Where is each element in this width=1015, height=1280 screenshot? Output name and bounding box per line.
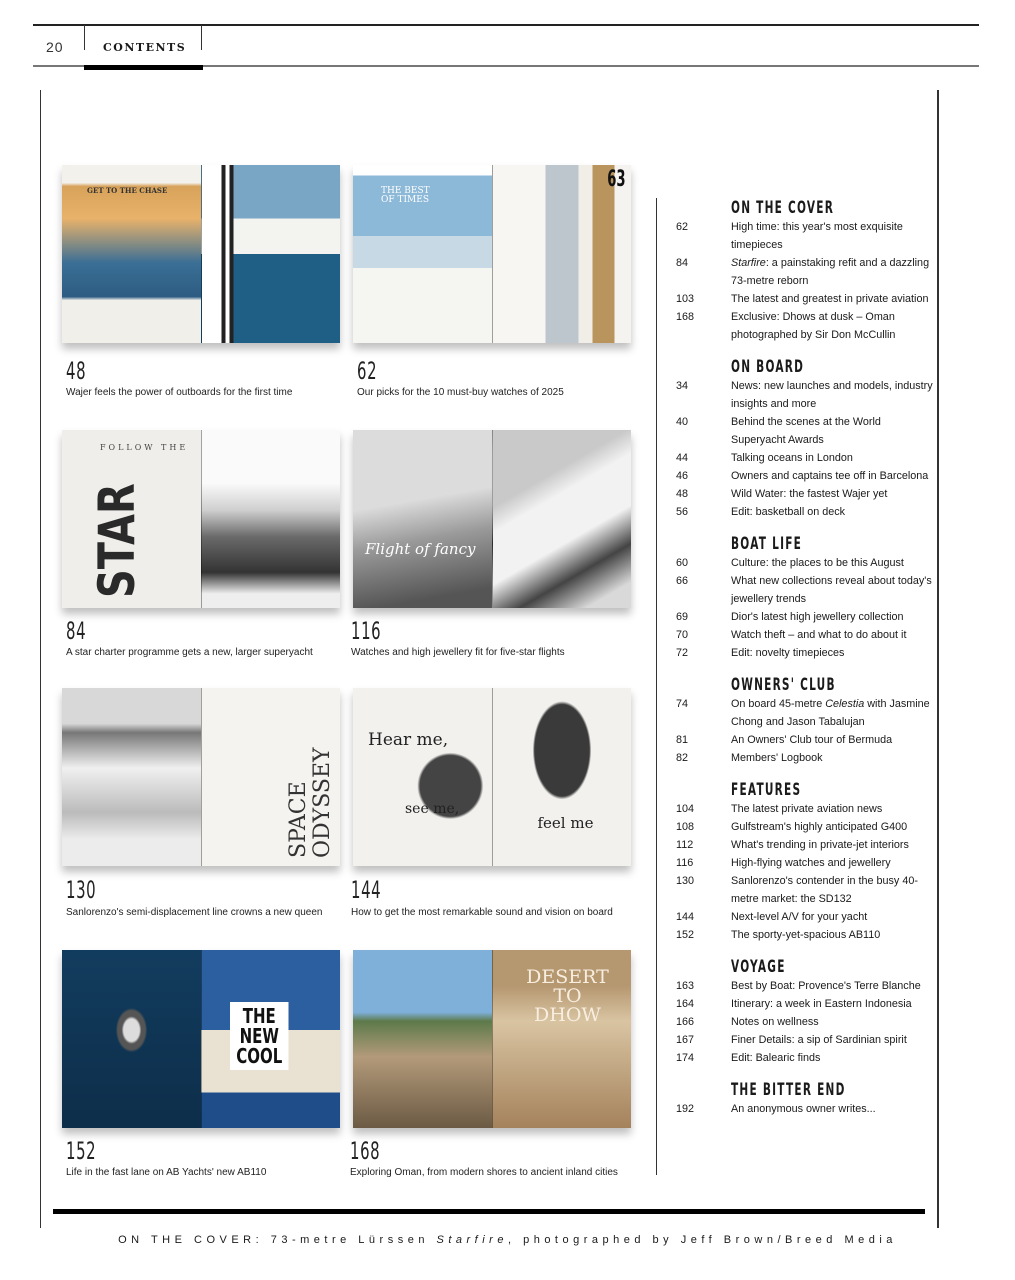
spread-page-number: 116 bbox=[351, 617, 382, 645]
toc-title-text: Edit: basketball on deck bbox=[731, 506, 846, 518]
toc-section-heading: THE BITTER END bbox=[731, 1080, 846, 1100]
spread-page-number: 152 bbox=[66, 1137, 97, 1165]
toc-page-number: 81 bbox=[676, 734, 689, 746]
toc-title-text: Culture: the places to be this August bbox=[731, 557, 904, 569]
toc-page-number: 60 bbox=[676, 557, 689, 569]
toc-entry-title bbox=[731, 1031, 936, 1049]
toc-section bbox=[676, 957, 936, 1067]
toc-yacht-name: Celestia bbox=[825, 698, 865, 710]
frame-right bbox=[937, 90, 939, 1228]
footer-rule bbox=[53, 1209, 925, 1214]
toc-page-number: 82 bbox=[676, 752, 689, 764]
toc-page-number: 84 bbox=[676, 257, 689, 269]
toc-entry[interactable] bbox=[676, 644, 936, 662]
toc-entry-title bbox=[731, 467, 936, 485]
spread-headline: STAR bbox=[88, 483, 146, 598]
spread-caption: Sanlorenzo's semi-displacement line crowns a new queen bbox=[66, 907, 323, 918]
toc-title-text: What new collections reveal about today's jewellery trends bbox=[731, 575, 932, 605]
toc-page-number: 152 bbox=[676, 929, 695, 941]
toc-entry[interactable] bbox=[676, 731, 936, 749]
toc-entry[interactable] bbox=[676, 485, 936, 503]
toc-entry[interactable] bbox=[676, 290, 936, 308]
toc-page-number: 103 bbox=[676, 293, 695, 305]
toc-page-number: 164 bbox=[676, 998, 695, 1010]
toc-entry[interactable] bbox=[676, 254, 936, 290]
toc-title-text: What's trending in private-jet interiors bbox=[731, 839, 909, 851]
toc-entry[interactable] bbox=[676, 503, 936, 521]
toc-page-number: 168 bbox=[676, 311, 695, 323]
toc-page-number: 112 bbox=[676, 839, 694, 851]
spread-caption: Watches and high jewellery fit for five-star flights bbox=[351, 647, 565, 658]
toc-entry[interactable] bbox=[676, 413, 936, 449]
toc-page-number: 40 bbox=[676, 416, 689, 428]
toc-title-text: Edit: novelty timepieces bbox=[731, 647, 845, 659]
toc-title-text: An anonymous owner writes... bbox=[731, 1103, 876, 1115]
toc-title-text: Notes on wellness bbox=[731, 1016, 819, 1028]
toc-entry-title bbox=[731, 872, 936, 908]
toc-entry-title bbox=[731, 800, 936, 818]
toc-page-number: 70 bbox=[676, 629, 689, 641]
toc-page-number: 62 bbox=[676, 221, 689, 233]
spread-thumbnail[interactable] bbox=[62, 165, 340, 343]
toc-entry[interactable] bbox=[676, 800, 936, 818]
toc-section bbox=[676, 198, 936, 344]
spread-headline: SPACE ODYSSEY bbox=[285, 747, 335, 858]
spread-page-number: 130 bbox=[66, 876, 97, 904]
toc-page-number: 108 bbox=[676, 821, 695, 833]
toc-title-text: Next-level A/V for your yacht bbox=[731, 911, 868, 923]
toc-page-number: 130 bbox=[676, 875, 695, 887]
toc-entry[interactable] bbox=[676, 977, 936, 995]
toc-entry-title bbox=[731, 854, 936, 872]
toc-title-text: The latest private aviation news bbox=[731, 803, 883, 815]
toc-section-heading: OWNERS' CLUB bbox=[731, 675, 836, 695]
toc-title-text: Finer Details: a sip of Sardinian spirit bbox=[731, 1034, 907, 1046]
toc-page-number: 69 bbox=[676, 611, 689, 623]
toc-entry-title bbox=[731, 1013, 936, 1031]
toc-yacht-name: Starfire bbox=[731, 257, 766, 269]
toc-entry-title bbox=[731, 554, 936, 572]
header-rule-top bbox=[33, 24, 979, 26]
toc-entry-title bbox=[731, 749, 936, 767]
cover-credit bbox=[0, 1234, 1015, 1246]
toc-entry-title bbox=[731, 218, 936, 254]
toc-entry[interactable] bbox=[676, 449, 936, 467]
toc-entry[interactable] bbox=[676, 854, 936, 872]
toc-page-number: 167 bbox=[676, 1034, 695, 1046]
toc-title-text: Itinerary: a week in Eastern Indonesia bbox=[731, 998, 912, 1010]
header-divider bbox=[201, 25, 202, 50]
toc-title-text: Best by Boat: Provence's Terre Blanche bbox=[731, 980, 921, 992]
toc-page-number: 116 bbox=[676, 857, 694, 869]
spread-thumbnail[interactable] bbox=[353, 688, 631, 866]
toc-title-text: Gulfstream's highly anticipated G400 bbox=[731, 821, 908, 833]
toc-entry[interactable] bbox=[676, 308, 936, 344]
toc-entry[interactable] bbox=[676, 872, 936, 908]
spread-thumbnail[interactable] bbox=[353, 430, 631, 608]
toc-entry-title bbox=[731, 608, 936, 626]
toc-entry[interactable] bbox=[676, 818, 936, 836]
spread-thumbnail[interactable] bbox=[353, 165, 631, 343]
credit-text: , photographed by Jeff Brown/Breed Media bbox=[507, 1234, 897, 1246]
toc-entry[interactable] bbox=[676, 554, 936, 572]
toc-title-text: Sanlorenzo's contender in the busy 40-metre market: the SD132 bbox=[731, 875, 918, 905]
toc-entry[interactable] bbox=[676, 626, 936, 644]
toc-entry-title bbox=[731, 572, 936, 608]
toc-page-number: 174 bbox=[676, 1052, 695, 1064]
toc-entry[interactable] bbox=[676, 467, 936, 485]
toc-entry-title bbox=[731, 377, 936, 413]
toc-entry-title bbox=[731, 485, 936, 503]
toc-section bbox=[676, 534, 936, 662]
toc-entry[interactable] bbox=[676, 695, 936, 731]
toc-section-heading: VOYAGE bbox=[731, 957, 786, 977]
toc-title-text: High-flying watches and jewellery bbox=[731, 857, 891, 869]
toc-entry-title bbox=[731, 413, 936, 449]
spread-headline: Hear me, bbox=[368, 730, 449, 750]
toc-title-text: Members' Logbook bbox=[731, 752, 823, 764]
toc-entry-title bbox=[731, 995, 936, 1013]
toc-entry-title bbox=[731, 977, 936, 995]
toc-title-text: On board 45-metre bbox=[731, 698, 826, 710]
toc-title-text: Talking oceans in London bbox=[731, 452, 853, 464]
toc-title-text: Owners and captains tee off in Barcelona bbox=[731, 470, 929, 482]
toc-page-number: 74 bbox=[676, 698, 689, 710]
toc-entry[interactable] bbox=[676, 608, 936, 626]
toc-title-text: High time: this year's most exquisite timepieces bbox=[731, 221, 903, 251]
toc-entry[interactable] bbox=[676, 377, 936, 413]
spread-headline: THE NEW COOL bbox=[230, 1002, 289, 1070]
toc-entry-title bbox=[731, 254, 936, 290]
spread-caption: How to get the most remarkable sound and vision on board bbox=[351, 907, 613, 918]
page-number: 20 bbox=[46, 39, 64, 55]
toc-page-number: 192 bbox=[676, 1103, 695, 1115]
spread-headline: feel me bbox=[537, 814, 594, 832]
toc-title-text: Exclusive: Dhows at dusk – Oman photographed by Sir Don McCullin bbox=[731, 311, 896, 341]
toc-entry-title bbox=[731, 908, 936, 926]
toc-entry-title bbox=[731, 926, 936, 944]
toc-entry-title bbox=[731, 1100, 936, 1118]
credit-yacht-name: Starfire bbox=[436, 1234, 508, 1246]
toc-title-text: Edit: Balearic finds bbox=[731, 1052, 821, 1064]
toc-page-number: 72 bbox=[676, 647, 689, 659]
toc-entry-title bbox=[731, 695, 936, 731]
toc-entry-title bbox=[731, 1049, 936, 1067]
frame-left bbox=[40, 90, 41, 1228]
toc-page-number: 163 bbox=[676, 980, 695, 992]
toc-entry[interactable] bbox=[676, 1100, 936, 1118]
toc-section-heading: ON BOARD bbox=[731, 357, 805, 377]
spread-headline: DESERT TO DHOW bbox=[526, 966, 609, 1026]
toc-page-number: 66 bbox=[676, 575, 689, 587]
toc-entry[interactable] bbox=[676, 572, 936, 608]
toc-title-text: The latest and greatest in private aviation bbox=[731, 293, 929, 305]
spread-page-number: 48 bbox=[66, 357, 87, 385]
toc-section bbox=[676, 357, 936, 521]
spread-page-number: 62 bbox=[357, 357, 378, 385]
toc-section-heading: BOAT LIFE bbox=[731, 534, 803, 554]
spread-headline: GET TO THE CHASE bbox=[87, 186, 168, 195]
spread-headline: see me, bbox=[405, 801, 460, 817]
toc-section-heading: ON THE COVER bbox=[731, 198, 835, 218]
spread-page-number: 144 bbox=[351, 876, 382, 904]
toc-entry-title bbox=[731, 626, 936, 644]
toc-entry-title bbox=[731, 308, 936, 344]
spread-caption: Life in the fast lane on AB Yachts' new AB110 bbox=[66, 1167, 267, 1178]
toc-title-text: Behind the scenes at the World Superyacht Awards bbox=[731, 416, 881, 446]
toc-entry[interactable] bbox=[676, 836, 936, 854]
toc-entry-title bbox=[731, 818, 936, 836]
toc-entry-title bbox=[731, 731, 936, 749]
toc-title-text: Watch theft – and what to do about it bbox=[731, 629, 907, 641]
spread-thumbnail[interactable] bbox=[62, 688, 340, 866]
spread-page-number: 168 bbox=[350, 1137, 381, 1165]
spread-caption: Our picks for the 10 must-buy watches of 2025 bbox=[357, 387, 564, 398]
toc-entry[interactable] bbox=[676, 218, 936, 254]
toc-title-text: : a painstaking refit and a dazzling 73-metre reborn bbox=[731, 257, 930, 287]
toc-page-number: 104 bbox=[676, 803, 695, 815]
toc-section-heading: FEATURES bbox=[731, 780, 802, 800]
spread-headline: FOLLOW THE bbox=[100, 443, 189, 452]
toc-entry-title bbox=[731, 290, 936, 308]
toc-entry[interactable] bbox=[676, 908, 936, 926]
spread-caption: Wajer feels the power of outboards for the first time bbox=[66, 387, 293, 398]
spread-thumbnail[interactable] bbox=[353, 950, 631, 1128]
spread-thumbnail[interactable] bbox=[62, 430, 340, 608]
table-of-contents bbox=[676, 198, 936, 1131]
toc-title-text: News: new launches and models, industry insights and more bbox=[731, 380, 933, 410]
toc-page-number: 144 bbox=[676, 911, 695, 923]
toc-entry[interactable] bbox=[676, 1049, 936, 1067]
toc-page-number: 34 bbox=[676, 380, 689, 392]
spread-caption: A star charter programme gets a new, larger superyacht bbox=[66, 647, 313, 658]
toc-entry-title bbox=[731, 503, 936, 521]
toc-page-number: 56 bbox=[676, 506, 689, 518]
header-divider bbox=[84, 25, 85, 50]
section-title: CONTENTS bbox=[103, 41, 187, 54]
toc-entry[interactable] bbox=[676, 926, 936, 944]
toc-entry-title bbox=[731, 644, 936, 662]
toc-page-number: 44 bbox=[676, 452, 689, 464]
toc-title-text: Dior's latest high jewellery collection bbox=[731, 611, 904, 623]
toc-title-text: The sporty-yet-spacious AB110 bbox=[731, 929, 881, 941]
toc-section bbox=[676, 675, 936, 767]
spread-headline: Flight of fancy bbox=[365, 540, 476, 558]
toc-entry-title bbox=[731, 836, 936, 854]
section-tab-bar bbox=[84, 65, 203, 70]
toc-section bbox=[676, 1080, 936, 1118]
toc-entry[interactable] bbox=[676, 1013, 936, 1031]
toc-section bbox=[676, 780, 936, 944]
column-divider bbox=[656, 198, 657, 1175]
toc-title-text: An Owners' Club tour of Bermuda bbox=[731, 734, 893, 746]
spread-page-number: 84 bbox=[66, 617, 87, 645]
page-badge: 63 bbox=[607, 167, 626, 192]
toc-page-number: 166 bbox=[676, 1016, 695, 1028]
toc-entry[interactable] bbox=[676, 995, 936, 1013]
credit-text: ON THE COVER: 73-metre Lürssen bbox=[118, 1234, 437, 1246]
toc-entry-title bbox=[731, 449, 936, 467]
toc-page-number: 48 bbox=[676, 488, 689, 500]
toc-page-number: 46 bbox=[676, 470, 689, 482]
spread-headline: THE BEST OF TIMES bbox=[381, 186, 430, 205]
toc-entry[interactable] bbox=[676, 1031, 936, 1049]
spread-caption: Exploring Oman, from modern shores to ancient inland cities bbox=[350, 1167, 618, 1178]
toc-title-text: Wild Water: the fastest Wajer yet bbox=[731, 488, 888, 500]
spread-thumbnail[interactable] bbox=[62, 950, 340, 1128]
toc-entry[interactable] bbox=[676, 749, 936, 767]
toc-title-text: with Jasmine Chong and Jason Tabalujan bbox=[731, 698, 930, 728]
